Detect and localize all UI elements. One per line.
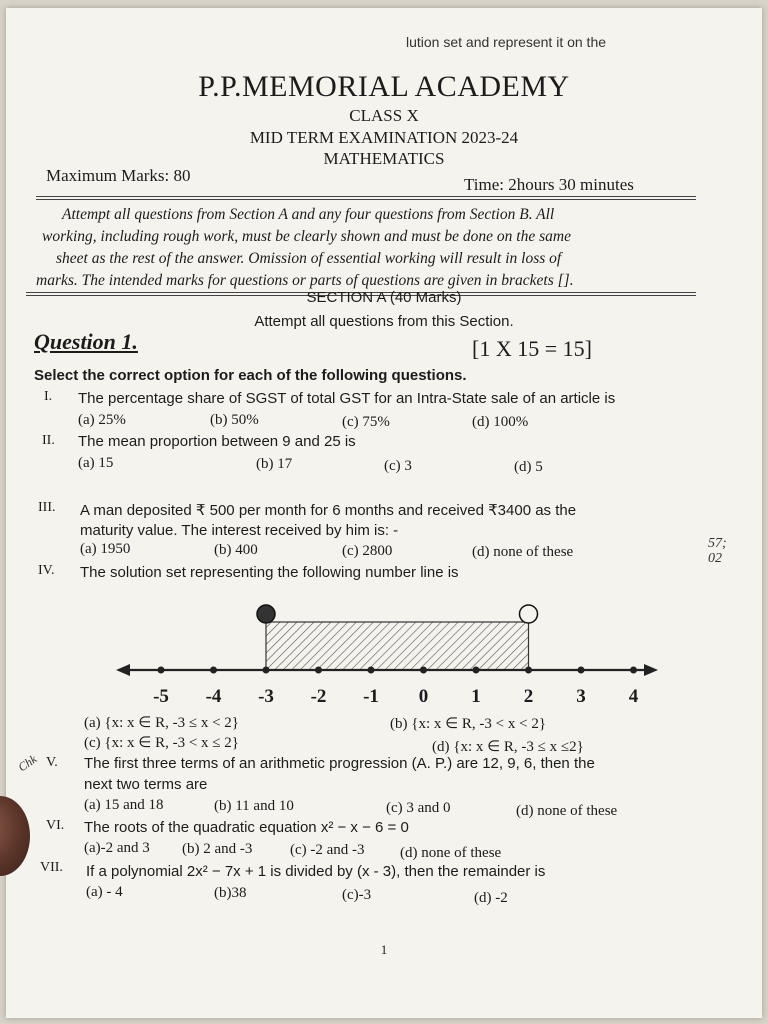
solution-region	[266, 622, 529, 670]
option-c: (c) 3	[384, 458, 412, 474]
tick-label: 1	[471, 686, 481, 707]
exam-title: MID TERM EXAMINATION 2023-24	[249, 128, 519, 147]
option-b: (b) 11 and 10	[214, 798, 294, 814]
item-number: V.	[46, 755, 58, 770]
exam-paper	[6, 8, 762, 1018]
option-d: (d) -2	[474, 890, 508, 906]
closed-endpoint	[257, 605, 275, 623]
option-d: (d) 5	[514, 459, 543, 475]
option-c: (c) 75%	[342, 414, 390, 430]
tick-label: -5	[153, 686, 169, 707]
exam-time: Time: 2hours 30 minutes	[464, 175, 634, 194]
option-b: (b) {x: x ∈ R, -3 < x < 2}	[390, 716, 547, 732]
option-a: (a) 15	[78, 455, 114, 471]
option-b: (b) 17	[256, 456, 293, 472]
margin-note-left: Chk	[15, 751, 40, 775]
option-a: (a) 25%	[78, 412, 126, 428]
option-b: (b) 2 and -3	[182, 841, 253, 857]
tick-label: 3	[576, 686, 586, 707]
previous-page-fragment: lution set and represent it on the	[406, 34, 607, 50]
tick-label: 2	[523, 686, 534, 707]
item-number: I.	[44, 389, 53, 404]
option-c: (c) 3 and 0	[386, 800, 451, 816]
tick-label: 0	[418, 686, 429, 707]
item-text: next two terms are	[84, 776, 208, 793]
tick-label: -1	[363, 686, 379, 707]
item-number: III.	[38, 500, 56, 515]
option-a: (a) {x: x ∈ R, -3 ≤ x < 2}	[84, 715, 239, 731]
option-d: (d) none of these	[472, 544, 574, 560]
margin-note-right: 57; 02	[708, 536, 727, 566]
instruction-line: working, including rough work, must be clearly shown and must be done on the same	[42, 228, 571, 245]
option-d: (d) none of these	[516, 803, 618, 819]
item-number: VII.	[40, 860, 63, 875]
tick-dot	[473, 667, 480, 674]
tick-dot	[578, 667, 585, 674]
axis-arrow-right	[644, 664, 658, 676]
tick-dot	[315, 667, 322, 674]
tick-dot	[420, 667, 427, 674]
item-text: maturity value. The interest received by him is: -	[80, 522, 399, 539]
question-prompt: Select the correct option for each of the following questions.	[34, 367, 467, 384]
item-number: II.	[42, 433, 55, 448]
item-text: If a polynomial 2x² − 7x + 1 is divided by (x - 3), then the remainder is	[86, 863, 546, 880]
item-text: The roots of the quadratic equation x² − x − 6 = 0	[84, 819, 409, 836]
tick-label: -4	[205, 686, 222, 707]
number-line	[106, 592, 666, 712]
item-text: The mean proportion between 9 and 25 is	[78, 433, 356, 450]
option-c: (c) {x: x ∈ R, -3 < x ≤ 2}	[84, 735, 239, 751]
option-b: (b) 400	[214, 542, 258, 558]
section-subtitle: Attempt all questions from this Section.	[254, 313, 514, 330]
tick-label: -2	[310, 686, 327, 707]
tick-dot	[210, 667, 217, 674]
axis-arrow-left	[116, 664, 130, 676]
instruction-line: sheet as the rest of the answer. Omission of essential working will result in loss of	[56, 250, 562, 267]
header-rule-bottom	[36, 199, 696, 200]
instruction-line: marks. The intended marks for questions or parts of questions are given in brackets [].	[36, 272, 574, 289]
option-b: (b) 50%	[210, 412, 259, 428]
item-text: The percentage share of SGST of total GST for an Intra-State sale of an article is	[78, 390, 616, 407]
section-title: SECTION A (40 Marks)	[306, 289, 462, 306]
option-a: (a)-2 and 3	[84, 840, 150, 856]
tick-label: 4	[628, 686, 639, 707]
class-label: CLASS X	[349, 106, 419, 125]
item-number: IV.	[38, 563, 55, 578]
option-d: (d) none of these	[400, 845, 502, 861]
tick-dot	[263, 667, 270, 674]
tick-dot	[158, 667, 165, 674]
header-rule-top	[36, 196, 696, 197]
question-marks: [1 X 15 = 15]	[472, 336, 592, 361]
item-text: The solution set representing the following number line is	[80, 564, 459, 581]
school-name: P.P.MEMORIAL ACADEMY	[198, 70, 570, 103]
option-d: (d) {x: x ∈ R, -3 ≤ x ≤2}	[432, 739, 584, 755]
question-title: Question 1.	[34, 329, 138, 354]
option-b: (b)38	[214, 885, 247, 901]
open-endpoint	[520, 605, 538, 623]
option-c: (c) 2800	[342, 543, 393, 559]
option-c: (c) -2 and -3	[290, 842, 365, 858]
max-marks: Maximum Marks: 80	[46, 166, 191, 185]
instruction-line: Attempt all questions from Section A and any four questions from Section B. All	[62, 206, 555, 223]
item-text: A man deposited ₹ 500 per month for 6 months and received ₹3400 as the	[80, 502, 577, 519]
item-text: The first three terms of an arithmetic progression (A. P.) are 12, 9, 6, then the	[84, 755, 595, 772]
option-d: (d) 100%	[472, 414, 529, 430]
tick-dot	[630, 667, 637, 674]
item-number: VI.	[46, 818, 65, 833]
option-a: (a) 1950	[80, 541, 131, 557]
tick-dot	[525, 667, 532, 674]
option-a: (a) 15 and 18	[84, 797, 164, 813]
tick-label: -3	[258, 686, 274, 707]
tick-dot	[368, 667, 375, 674]
subject-title: MATHEMATICS	[323, 149, 445, 168]
option-a: (a) - 4	[86, 884, 123, 900]
option-c: (c)-3	[342, 887, 372, 903]
page-number: 1	[380, 942, 388, 957]
